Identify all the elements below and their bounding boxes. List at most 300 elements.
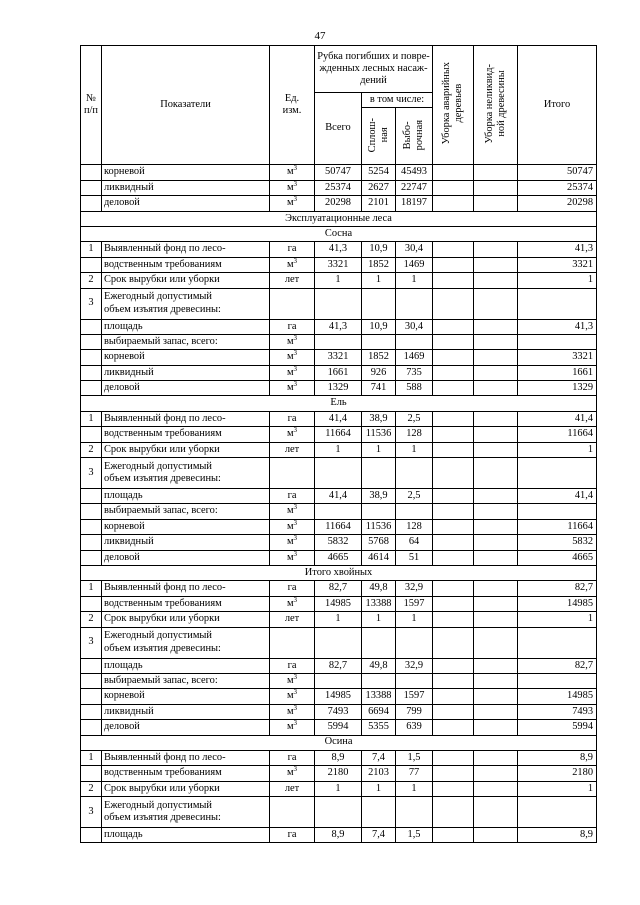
row-solid: 11536 — [362, 519, 396, 534]
row-illiquid — [474, 581, 518, 596]
row-indicator: ликвидный — [102, 180, 270, 195]
row-illiquid — [474, 257, 518, 272]
row-itogo: 5994 — [518, 720, 597, 735]
row-number: 1 — [81, 750, 102, 765]
row-emergency — [433, 673, 474, 688]
row-unit-text: га — [287, 751, 297, 763]
table-row — [81, 673, 597, 688]
header-selective-text: Выбо- рочная — [402, 119, 425, 150]
row-unit — [270, 781, 315, 796]
table-body — [81, 165, 597, 843]
table-row — [81, 581, 597, 596]
row-selective: 1,5 — [396, 750, 433, 765]
row-total-cut — [315, 334, 362, 349]
row-solid: 6694 — [362, 704, 396, 719]
row-itogo: 3321 — [518, 257, 597, 272]
row-indicator: деловой — [102, 196, 270, 211]
row-selective — [396, 334, 433, 349]
row-itogo: 5832 — [518, 535, 597, 550]
row-solid: 1852 — [362, 350, 396, 365]
section-row — [81, 226, 597, 241]
row-indicator: Ежегодный допустимый объем изъятия древесины: — [102, 627, 270, 658]
row-unit-text: м — [286, 335, 294, 347]
row-unit-sup: 3 — [293, 765, 298, 774]
row-selective: 30,4 — [396, 319, 433, 334]
row-illiquid — [474, 704, 518, 719]
section-title: Ель — [81, 396, 597, 411]
table-row — [81, 797, 597, 828]
row-indicator: ликвидный — [102, 535, 270, 550]
row-indicator: корневой — [102, 350, 270, 365]
row-emergency — [433, 242, 474, 257]
row-illiquid — [474, 673, 518, 688]
row-emergency — [433, 196, 474, 211]
row-number — [81, 365, 102, 380]
row-itogo: 8,9 — [518, 828, 597, 843]
row-selective — [396, 458, 433, 489]
row-illiquid — [474, 750, 518, 765]
row-unit — [270, 828, 315, 843]
section-title: Осина — [81, 735, 597, 750]
row-emergency — [433, 581, 474, 596]
row-unit-sup: 3 — [293, 596, 298, 604]
row-unit-text: м — [286, 181, 294, 193]
row-selective — [396, 673, 433, 688]
row-unit-text: м — [286, 428, 294, 440]
table-row — [81, 612, 597, 627]
row-total-cut: 14985 — [315, 689, 362, 704]
header-solid-text: Сплош- ная — [366, 117, 390, 152]
row-indicator: Выявленный фонд по лесо- — [102, 750, 270, 765]
row-unit — [270, 704, 315, 719]
row-number — [81, 704, 102, 719]
row-indicator: Срок вырубки или уборки — [102, 781, 270, 796]
row-unit-text: га — [287, 659, 297, 671]
row-solid: 2101 — [362, 196, 396, 211]
table-row — [81, 535, 597, 550]
row-number — [81, 535, 102, 550]
row-total-cut: 25374 — [315, 180, 362, 195]
row-indicator: ликвидный — [102, 365, 270, 380]
row-indicator: Ежегодный допустимый объем изъятия древесины: — [102, 288, 270, 319]
row-indicator: выбираемый запас, всего: — [102, 334, 270, 349]
row-total-cut — [315, 627, 362, 658]
row-solid: 5355 — [362, 720, 396, 735]
row-solid — [362, 288, 396, 319]
row-indicator: Ежегодный допустимый объем изъятия древесины: — [102, 797, 270, 828]
row-illiquid — [474, 196, 518, 211]
row-selective: 1 — [396, 273, 433, 288]
row-solid: 926 — [362, 365, 396, 380]
row-illiquid — [474, 535, 518, 550]
page-number: 47 — [314, 30, 326, 42]
row-itogo: 7493 — [518, 704, 597, 719]
row-unit-text: м — [286, 674, 294, 686]
header-group-title-text: Рубка погибших и повре- жденных лесных насаж- дений — [317, 50, 430, 87]
row-itogo — [518, 673, 597, 688]
row-indicator: выбираемый запас, всего: — [102, 504, 270, 519]
row-itogo: 41,3 — [518, 242, 597, 257]
header-number-text: № п/п — [83, 92, 98, 117]
table-row — [81, 519, 597, 534]
row-number: 2 — [81, 273, 102, 288]
row-total-cut: 41,4 — [315, 411, 362, 426]
row-illiquid — [474, 350, 518, 365]
row-unit — [270, 288, 315, 319]
row-number — [81, 504, 102, 519]
row-selective: 588 — [396, 381, 433, 396]
row-number — [81, 165, 102, 180]
row-solid — [362, 627, 396, 658]
table-row — [81, 334, 597, 349]
row-total-cut: 1329 — [315, 381, 362, 396]
row-unit — [270, 273, 315, 288]
row-illiquid — [474, 365, 518, 380]
table-row — [81, 165, 597, 180]
row-illiquid — [474, 458, 518, 489]
row-unit — [270, 596, 315, 611]
row-selective: 1 — [396, 781, 433, 796]
row-emergency — [433, 334, 474, 349]
header-number — [81, 46, 102, 165]
row-total-cut: 8,9 — [315, 828, 362, 843]
row-total-cut: 3321 — [315, 350, 362, 365]
header-emergency — [433, 46, 474, 165]
row-emergency — [433, 689, 474, 704]
row-total-cut: 41,3 — [315, 242, 362, 257]
row-number — [81, 319, 102, 334]
row-emergency — [433, 350, 474, 365]
row-indicator: деловой — [102, 550, 270, 565]
table-row — [81, 828, 597, 843]
table-row — [81, 381, 597, 396]
row-indicator: корневой — [102, 519, 270, 534]
row-indicator: ликвидный — [102, 704, 270, 719]
row-emergency — [433, 797, 474, 828]
row-selective: 18197 — [396, 196, 433, 211]
row-illiquid — [474, 288, 518, 319]
row-illiquid — [474, 828, 518, 843]
row-total-cut: 1 — [315, 273, 362, 288]
table-row — [81, 180, 597, 195]
row-unit-text: м — [286, 597, 294, 609]
row-unit-sup: 3 — [293, 704, 298, 712]
row-unit — [270, 720, 315, 735]
row-emergency — [433, 720, 474, 735]
row-itogo: 50747 — [518, 165, 597, 180]
row-emergency — [433, 596, 474, 611]
row-unit-sup: 3 — [293, 380, 298, 389]
table-row — [81, 350, 597, 365]
row-selective: 128 — [396, 519, 433, 534]
section-title: Сосна — [81, 226, 597, 241]
row-indicator: Выявленный фонд по лесо- — [102, 242, 270, 257]
row-total-cut: 14985 — [315, 596, 362, 611]
row-itogo: 1661 — [518, 365, 597, 380]
row-unit — [270, 612, 315, 627]
row-illiquid — [474, 334, 518, 349]
row-unit — [270, 165, 315, 180]
row-unit-text: м — [286, 690, 294, 702]
row-total-cut — [315, 288, 362, 319]
row-unit — [270, 504, 315, 519]
row-unit — [270, 535, 315, 550]
row-itogo: 2180 — [518, 766, 597, 781]
row-unit — [270, 427, 315, 442]
row-unit-text: м — [286, 551, 294, 563]
section-row — [81, 565, 597, 580]
row-illiquid — [474, 489, 518, 504]
row-unit-sup: 3 — [293, 180, 298, 188]
row-solid: 5768 — [362, 535, 396, 550]
row-unit — [270, 489, 315, 504]
row-solid: 1 — [362, 442, 396, 457]
row-unit — [270, 673, 315, 688]
row-itogo — [518, 458, 597, 489]
row-number: 3 — [81, 288, 102, 319]
row-indicator: Ежегодный допустимый объем изъятия древесины: — [102, 458, 270, 489]
row-illiquid — [474, 442, 518, 457]
row-number — [81, 766, 102, 781]
row-selective: 735 — [396, 365, 433, 380]
row-selective: 32,9 — [396, 581, 433, 596]
row-number: 2 — [81, 781, 102, 796]
row-solid: 11536 — [362, 427, 396, 442]
row-emergency — [433, 257, 474, 272]
row-total-cut: 1661 — [315, 365, 362, 380]
row-selective: 64 — [396, 535, 433, 550]
section-row — [81, 396, 597, 411]
row-emergency — [433, 442, 474, 457]
row-unit-sup: 3 — [293, 688, 298, 697]
row-number — [81, 550, 102, 565]
row-unit — [270, 257, 315, 272]
row-illiquid — [474, 766, 518, 781]
row-unit-sup: 3 — [293, 550, 298, 558]
row-solid: 741 — [362, 381, 396, 396]
row-solid: 2103 — [362, 766, 396, 781]
row-solid: 1 — [362, 612, 396, 627]
row-unit-text: га — [287, 829, 297, 841]
row-indicator: площадь — [102, 828, 270, 843]
row-number — [81, 596, 102, 611]
row-illiquid — [474, 612, 518, 627]
row-emergency — [433, 766, 474, 781]
row-unit-text: м — [286, 721, 294, 733]
row-unit-sup: 3 — [293, 365, 298, 373]
header-subgroup: в том числе: — [362, 93, 433, 108]
forest-harvest-table — [80, 45, 597, 843]
row-itogo: 11664 — [518, 427, 597, 442]
header-illiquid-text: Уборка неликвид- ной древесины — [483, 63, 507, 144]
row-unit-text: лет — [284, 274, 300, 286]
row-number — [81, 427, 102, 442]
row-selective: 22747 — [396, 180, 433, 195]
row-itogo — [518, 334, 597, 349]
row-itogo — [518, 627, 597, 658]
row-solid: 4614 — [362, 550, 396, 565]
row-number — [81, 257, 102, 272]
row-emergency — [433, 658, 474, 673]
row-total-cut: 8,9 — [315, 750, 362, 765]
row-total-cut: 7493 — [315, 704, 362, 719]
row-number: 2 — [81, 442, 102, 457]
header-selective — [396, 108, 433, 165]
row-itogo: 1329 — [518, 381, 597, 396]
row-solid — [362, 504, 396, 519]
row-itogo: 82,7 — [518, 581, 597, 596]
row-indicator: Срок вырубки или уборки — [102, 612, 270, 627]
header-group-title — [315, 46, 433, 93]
row-unit-text: га — [287, 243, 297, 255]
row-emergency — [433, 381, 474, 396]
row-unit-text: лет — [284, 613, 300, 625]
header-indicator: Показатели — [102, 46, 270, 165]
row-total-cut: 41,4 — [315, 489, 362, 504]
row-selective: 639 — [396, 720, 433, 735]
table-row — [81, 489, 597, 504]
row-unit — [270, 550, 315, 565]
row-total-cut — [315, 797, 362, 828]
row-unit-sup: 3 — [293, 334, 298, 342]
row-emergency — [433, 535, 474, 550]
row-illiquid — [474, 596, 518, 611]
table-row — [81, 442, 597, 457]
row-itogo: 1 — [518, 781, 597, 796]
row-illiquid — [474, 550, 518, 565]
section-title: Итого хвойных — [81, 565, 597, 580]
row-unit — [270, 458, 315, 489]
row-total-cut: 11664 — [315, 519, 362, 534]
row-total-cut: 82,7 — [315, 658, 362, 673]
row-emergency — [433, 489, 474, 504]
row-indicator: Срок вырубки или уборки — [102, 442, 270, 457]
row-number — [81, 828, 102, 843]
row-selective: 1 — [396, 612, 433, 627]
row-itogo: 14985 — [518, 596, 597, 611]
row-indicator: корневой — [102, 689, 270, 704]
row-total-cut: 5994 — [315, 720, 362, 735]
row-total-cut: 50747 — [315, 165, 362, 180]
row-unit — [270, 411, 315, 426]
table-row — [81, 504, 597, 519]
row-unit — [270, 519, 315, 534]
row-selective — [396, 627, 433, 658]
row-itogo — [518, 288, 597, 319]
row-illiquid — [474, 797, 518, 828]
row-unit — [270, 319, 315, 334]
row-itogo: 4665 — [518, 550, 597, 565]
row-emergency — [433, 365, 474, 380]
row-unit — [270, 350, 315, 365]
row-illiquid — [474, 381, 518, 396]
row-solid: 7,4 — [362, 828, 396, 843]
row-itogo: 25374 — [518, 180, 597, 195]
row-unit — [270, 581, 315, 596]
row-selective: 51 — [396, 550, 433, 565]
table-row — [81, 550, 597, 565]
row-unit-text: га — [287, 320, 297, 332]
row-emergency — [433, 612, 474, 627]
table-row — [81, 288, 597, 319]
row-unit-sup: 3 — [293, 503, 298, 512]
row-solid: 13388 — [362, 596, 396, 611]
row-number: 1 — [81, 581, 102, 596]
row-illiquid — [474, 319, 518, 334]
table-row — [81, 781, 597, 796]
row-emergency — [433, 165, 474, 180]
row-itogo: 82,7 — [518, 658, 597, 673]
row-solid: 1852 — [362, 257, 396, 272]
row-number — [81, 519, 102, 534]
row-emergency — [433, 319, 474, 334]
row-indicator: водственным требованиям — [102, 257, 270, 272]
table-row — [81, 365, 597, 380]
row-itogo: 20298 — [518, 196, 597, 211]
row-unit-text: м — [286, 705, 294, 717]
row-solid — [362, 673, 396, 688]
row-illiquid — [474, 165, 518, 180]
row-selective — [396, 288, 433, 319]
row-number — [81, 689, 102, 704]
row-unit-text: га — [287, 582, 297, 594]
row-illiquid — [474, 781, 518, 796]
row-solid: 5254 — [362, 165, 396, 180]
row-unit-text: га — [287, 490, 297, 502]
row-number: 1 — [81, 411, 102, 426]
row-unit — [270, 365, 315, 380]
row-indicator: Срок вырубки или уборки — [102, 273, 270, 288]
row-illiquid — [474, 180, 518, 195]
table-row — [81, 627, 597, 658]
row-number — [81, 196, 102, 211]
row-unit-sup: 3 — [293, 519, 298, 527]
row-solid: 1 — [362, 273, 396, 288]
row-solid — [362, 334, 396, 349]
row-unit — [270, 442, 315, 457]
row-emergency — [433, 550, 474, 565]
row-unit-sup: 3 — [293, 719, 298, 728]
row-solid: 49,8 — [362, 658, 396, 673]
row-unit-text: м — [286, 197, 294, 209]
table-row — [81, 411, 597, 426]
row-unit-text: м — [286, 767, 294, 779]
row-itogo — [518, 797, 597, 828]
row-itogo: 1 — [518, 612, 597, 627]
row-total-cut — [315, 458, 362, 489]
row-unit-text: м — [286, 536, 294, 548]
row-emergency — [433, 288, 474, 319]
row-unit — [270, 797, 315, 828]
row-unit-text: га — [287, 412, 297, 424]
row-unit — [270, 381, 315, 396]
table-row — [81, 596, 597, 611]
row-unit-text: м — [286, 505, 294, 517]
row-emergency — [433, 704, 474, 719]
row-unit — [270, 180, 315, 195]
row-itogo: 41,4 — [518, 411, 597, 426]
row-illiquid — [474, 658, 518, 673]
row-unit-sup: 3 — [293, 349, 298, 358]
row-total-cut: 4665 — [315, 550, 362, 565]
row-selective — [396, 504, 433, 519]
row-number: 3 — [81, 797, 102, 828]
table-header — [81, 46, 597, 165]
row-itogo: 1 — [518, 442, 597, 457]
row-indicator: водственным требованиям — [102, 596, 270, 611]
row-unit — [270, 334, 315, 349]
row-itogo: 41,3 — [518, 319, 597, 334]
